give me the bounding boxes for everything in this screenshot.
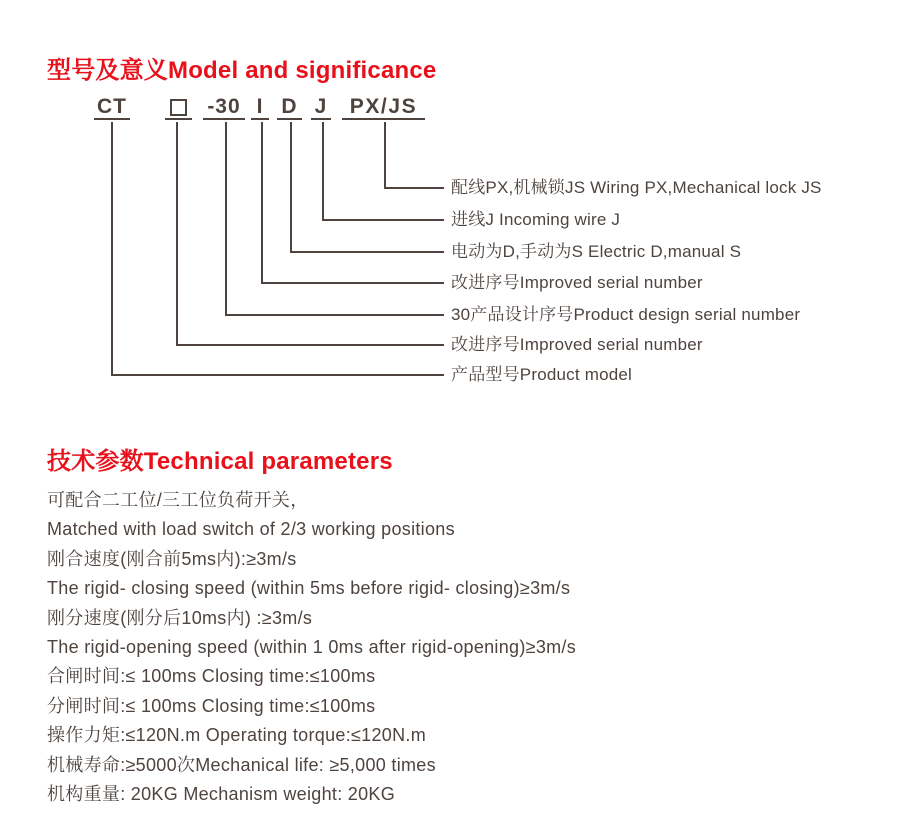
connector-blank [177, 122, 444, 345]
param-line-opening-time: 分闸时间:≤ 100ms Closing time:≤100ms [47, 695, 376, 716]
connector-ct [112, 122, 444, 375]
model-label-design-serial: 30产品设计序号Product design serial number [451, 305, 801, 324]
blank-box-icon [170, 99, 187, 116]
tech-parameters-list [47, 486, 867, 809]
param-line-closing-time: 合闸时间:≤ 100ms Closing time:≤100ms [47, 666, 376, 687]
model-code-segment-30: -30 [203, 96, 245, 120]
model-code-segment-d: D [277, 96, 302, 120]
model-section-heading: 型号及意义Model and significance [47, 57, 437, 84]
tech-section-heading: 技术参数Technical parameters [47, 448, 393, 475]
model-label-improved-serial-1: 改进序号Improved serial number [451, 273, 703, 292]
model-label-electric-manual: 电动为D,手动为S Electric D,manual S [451, 242, 742, 261]
connector-i [262, 122, 444, 283]
connector-d [291, 122, 444, 252]
model-code-segment-ct: CT [94, 96, 130, 120]
param-line-mechanism-weight: 机构重量: 20KG Mechanism weight: 20KG [47, 783, 396, 804]
param-line-closing-speed-cn: 刚合速度(刚合前5ms内):≥3m/s [47, 548, 297, 569]
param-line-operating-torque: 操作力矩:≤120N.m Operating torque:≤120N.m [47, 725, 427, 746]
param-line-load-switch-en: Matched with load switch of 2/3 working positions [47, 519, 455, 540]
param-line-opening-speed-cn: 刚分速度(刚分后10ms内) :≥3m/s [47, 607, 313, 628]
model-code-segment-i: I [251, 96, 269, 120]
connector-j [323, 122, 444, 220]
param-line-mechanical-life: 机械寿命:≥5000次Mechanical life: ≥5,000 times [47, 754, 436, 775]
model-code-segment-pxjs: PX/JS [342, 96, 425, 120]
model-label-wiring-lock: 配线PX,机械锁JS Wiring PX,Mechanical lock JS [451, 178, 822, 197]
model-label-product-model: 产品型号Product model [451, 365, 633, 384]
param-line-load-switch-cn: 可配合二工位/三工位负荷开关， [47, 490, 309, 510]
connector-pxjs [385, 122, 444, 188]
model-label-improved-serial-2: 改进序号Improved serial number [451, 335, 703, 354]
param-line-closing-speed-en: The rigid- closing speed (within 5ms before rigid- closing)≥3m/s [47, 578, 571, 599]
model-label-incoming-wire: 进线J Incoming wire J [451, 210, 621, 229]
connector-30 [226, 122, 444, 315]
model-code-segment-blank [165, 96, 192, 120]
param-line-opening-speed-en: The rigid-opening speed (within 1 0ms after rigid-opening)≥3m/s [47, 636, 577, 657]
model-code-segment-j: J [311, 96, 331, 120]
